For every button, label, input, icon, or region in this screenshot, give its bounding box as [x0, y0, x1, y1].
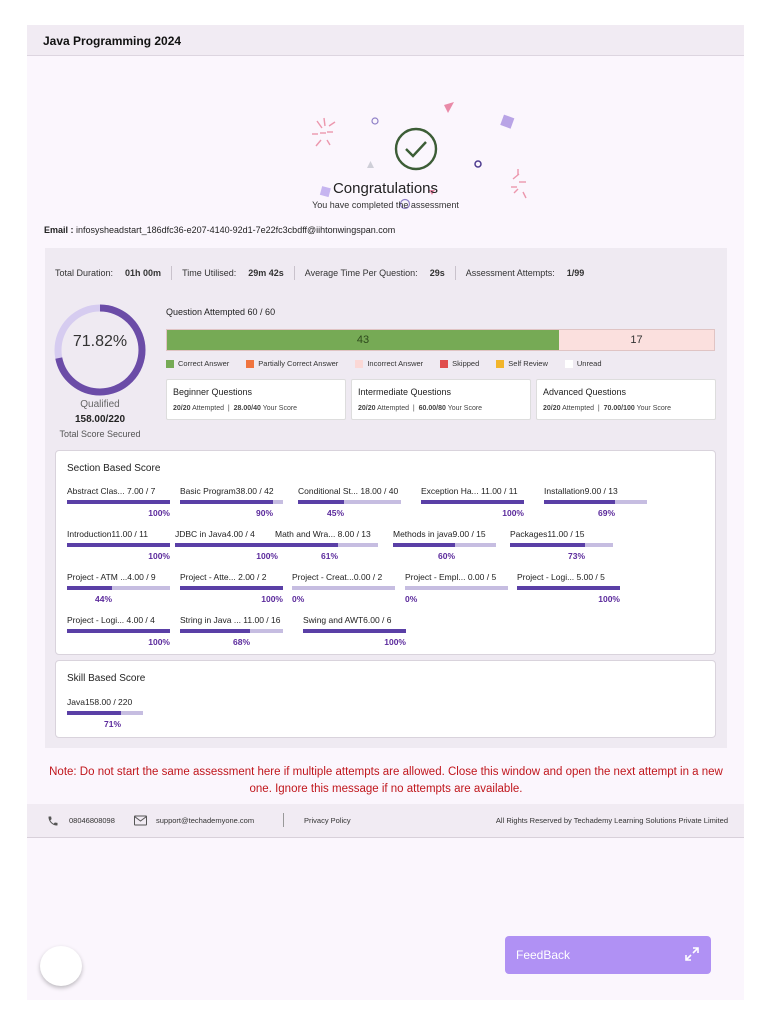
incorrect-segment: 17 — [559, 330, 714, 350]
section-progress-track — [405, 586, 508, 590]
section-score-item — [67, 572, 170, 616]
section-percent: 100% — [384, 637, 406, 647]
section-percent: 0% — [292, 594, 305, 604]
skill-progress-fill — [67, 711, 121, 715]
section-name: Project - ATM ...4.00 / 9 — [67, 572, 156, 582]
section-percent: 73% — [567, 551, 585, 561]
section-percent: 90% — [255, 508, 273, 518]
attempt-breakdown-bar — [166, 329, 715, 351]
section-percent: 100% — [502, 508, 524, 518]
section-progress-track — [275, 543, 378, 547]
section-score-item — [175, 529, 278, 573]
section-name: Swing and AWT6.00 / 6 — [303, 615, 392, 625]
section-score-item — [544, 486, 647, 530]
congratulations-heading: Congratulations — [332, 180, 439, 197]
section-progress-track — [421, 500, 524, 504]
section-score-item — [180, 615, 283, 659]
privacy-policy-link[interactable]: Privacy Policy — [304, 816, 351, 825]
copyright-text: All Rights Reserved by Techademy Learning Solutions Private Limited — [495, 816, 728, 825]
footer — [27, 804, 744, 838]
divider — [294, 266, 295, 280]
section-progress-track — [180, 629, 283, 633]
section-progress-track — [544, 500, 647, 504]
stats-row — [55, 266, 584, 280]
section-score-item — [517, 572, 620, 616]
stat-total-duration: Total Duration: 01h 00m — [55, 268, 162, 278]
section-progress-fill — [67, 543, 170, 547]
divider — [171, 266, 172, 280]
section-score-item — [67, 615, 170, 659]
feedback-button[interactable] — [505, 936, 711, 974]
section-progress-fill — [175, 543, 278, 547]
floating-action-button[interactable] — [40, 946, 82, 986]
legend-item: Self Review — [496, 359, 548, 368]
section-name: Installation9.00 / 13 — [544, 486, 618, 496]
section-progress-fill — [180, 629, 250, 633]
section-name: Project - Logi... 4.00 / 4 — [67, 615, 155, 625]
mail-icon — [134, 815, 147, 826]
section-progress-fill — [67, 500, 170, 504]
section-percent: 0% — [405, 594, 418, 604]
email-label: Email : — [44, 225, 74, 235]
expand-icon — [684, 946, 700, 962]
legend-swatch — [565, 360, 573, 368]
section-progress-fill — [510, 543, 585, 547]
section-progress-fill — [393, 543, 455, 547]
correct-segment: 43 — [167, 330, 559, 350]
section-score-item — [180, 486, 283, 530]
section-progress-fill — [544, 500, 615, 504]
section-progress-fill — [303, 629, 406, 633]
legend-swatch — [166, 360, 174, 368]
skill-score-card — [55, 660, 716, 738]
stat-attempts: Assessment Attempts: 1/99 — [465, 268, 585, 278]
section-name: Project - Creat...0.00 / 2 — [292, 572, 383, 582]
section-percent: 60% — [437, 551, 455, 561]
section-progress-fill — [275, 543, 338, 547]
section-progress-track — [67, 543, 170, 547]
section-score-item — [67, 486, 170, 530]
legend-swatch — [246, 360, 254, 368]
section-score-item — [292, 572, 395, 616]
section-percent: 45% — [326, 508, 344, 518]
beginner-questions-card: Beginner Questions 20/20 Attempted | 28.00/40 Your Score — [166, 379, 346, 420]
section-percent: 100% — [148, 637, 170, 647]
legend-swatch — [496, 360, 504, 368]
legend-item: Correct Answer — [166, 359, 229, 368]
section-progress-fill — [180, 500, 273, 504]
feedback-label: FeedBack — [516, 948, 571, 962]
section-name: Methods in java9.00 / 15 — [393, 529, 486, 539]
section-progress-fill — [180, 586, 283, 590]
email-value: infosysheadstart_186dfc36-e207-4140-92d1-7e22fc3cbdff@iihtonwingspan.com — [76, 225, 396, 235]
section-name: Abstract Clas... 7.00 / 7 — [67, 486, 156, 496]
section-progress-track — [67, 629, 170, 633]
skill-score-item — [67, 697, 143, 741]
legend-item: Skipped — [440, 359, 479, 368]
phone-icon — [47, 815, 59, 827]
section-percent: 100% — [261, 594, 283, 604]
section-score-item — [405, 572, 508, 616]
footer-divider — [283, 813, 284, 827]
section-percent: 44% — [94, 594, 112, 604]
legend-item: Partially Correct Answer — [246, 359, 338, 368]
section-progress-fill — [67, 629, 170, 633]
section-progress-track — [393, 543, 496, 547]
answer-legend — [166, 359, 619, 368]
section-score-item — [298, 486, 401, 530]
divider — [455, 266, 456, 280]
result-page — [27, 25, 744, 1000]
section-score-item — [180, 572, 283, 616]
skill-progress-track — [67, 711, 143, 715]
stat-average-time: Average Time Per Question: 29s — [304, 268, 445, 278]
section-score-title: Section Based Score — [67, 463, 161, 474]
section-percent: 100% — [148, 508, 170, 518]
section-progress-track — [303, 629, 406, 633]
support-email[interactable]: support@techademyone.com — [156, 816, 255, 825]
section-percent: 69% — [597, 508, 615, 518]
section-score-item — [275, 529, 378, 573]
section-percent: 100% — [256, 551, 278, 561]
page-title: Java Programming 2024 — [43, 34, 182, 48]
section-score-item — [421, 486, 524, 530]
section-name: Basic Program38.00 / 42 — [180, 486, 274, 496]
section-name: Project - Atte... 2.00 / 2 — [180, 572, 267, 582]
section-progress-fill — [67, 586, 112, 590]
section-progress-track — [67, 586, 170, 590]
section-name: Project - Empl... 0.00 / 5 — [405, 572, 497, 582]
section-progress-fill — [421, 500, 524, 504]
questions-attempted-label: Question Attempted 60 / 60 — [166, 307, 276, 317]
section-progress-track — [67, 500, 170, 504]
section-score-item — [510, 529, 613, 573]
section-percent: 68% — [232, 637, 250, 647]
check-circle-icon — [396, 129, 436, 169]
section-name: Introduction11.00 / 11 — [67, 529, 148, 539]
skill-name: Java158.00 / 220 — [67, 697, 133, 707]
section-percent: 100% — [148, 551, 170, 561]
section-progress-track — [517, 586, 620, 590]
section-name: Math and Wra... 8.00 / 13 — [275, 529, 371, 539]
section-name: Exception Ha... 11.00 / 11 — [421, 486, 518, 496]
stat-time-utilised: Time Utilised: 29m 42s — [182, 268, 284, 278]
section-score-item — [303, 615, 406, 659]
section-name: Packages11.00 / 15 — [510, 529, 585, 539]
section-percent: 61% — [320, 551, 338, 561]
section-progress-fill — [298, 500, 344, 504]
section-name: String in Java ... 11.00 / 16 — [180, 615, 281, 625]
section-percent: 100% — [598, 594, 620, 604]
legend-swatch — [355, 360, 363, 368]
section-name: Project - Logi... 5.00 / 5 — [517, 572, 605, 582]
header-bar — [27, 25, 744, 56]
attempt-warning-note: Note: Do not start the same assessment here if multiple attempts are allowed. Close this window and open the next attempt in a new one. Ignore this message if no attempts are available. — [49, 766, 723, 795]
section-score-item — [393, 529, 496, 573]
section-progress-track — [292, 586, 395, 590]
intermediate-questions-card: Intermediate Questions 20/20 Attempted | 60.00/80 Your Score — [351, 379, 531, 420]
skill-percent: 71% — [103, 719, 121, 729]
section-score-card — [55, 450, 716, 655]
advanced-questions-card: Advanced Questions 20/20 Attempted | 70.00/100 Your Score — [536, 379, 716, 420]
section-progress-track — [298, 500, 401, 504]
qualification-status: Qualified — [80, 399, 120, 410]
section-progress-track — [510, 543, 613, 547]
section-score-item — [67, 529, 170, 573]
result-summary-panel — [45, 248, 727, 748]
score-percent: 71.82% — [72, 333, 128, 350]
completion-message: You have completed the assessment — [312, 200, 459, 210]
skill-score-title: Skill Based Score — [67, 673, 146, 684]
total-score: 158.00/220 — [74, 414, 126, 425]
section-progress-track — [180, 586, 283, 590]
candidate-email — [44, 225, 395, 235]
section-progress-fill — [517, 586, 620, 590]
support-phone[interactable]: 08046808098 — [69, 816, 115, 825]
section-name: JDBC in Java4.00 / 4 — [175, 529, 255, 539]
legend-item: Unread — [565, 359, 602, 368]
total-score-label: Total Score Secured — [59, 429, 141, 439]
section-progress-track — [175, 543, 278, 547]
section-name: Conditional St... 18.00 / 40 — [298, 486, 399, 496]
section-progress-track — [180, 500, 283, 504]
legend-swatch — [440, 360, 448, 368]
legend-item: Incorrect Answer — [355, 359, 423, 368]
